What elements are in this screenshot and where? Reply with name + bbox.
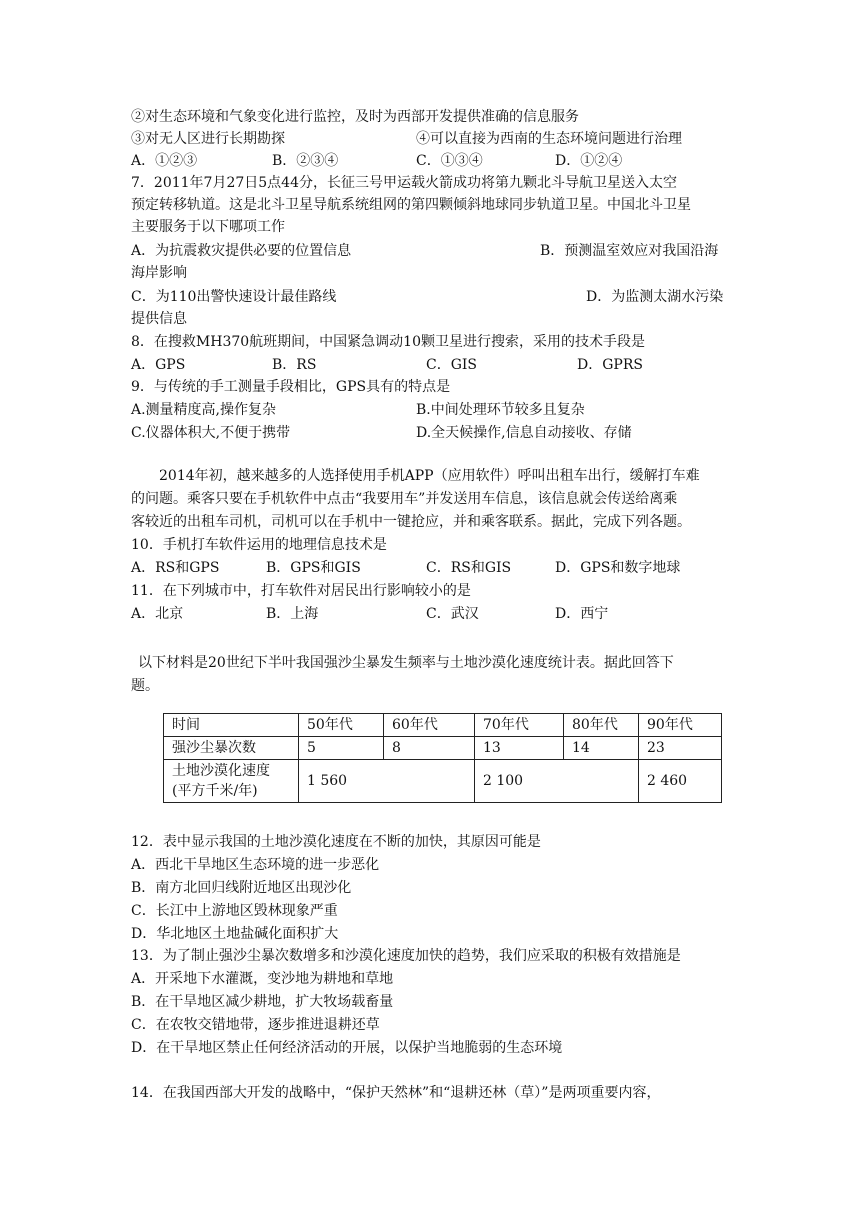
q13-option-a: A．开采地下水灌溉，变沙地为耕地和草地 bbox=[131, 971, 394, 987]
q9-option-c: C.仪器体积大,不便于携带 bbox=[131, 425, 291, 441]
passage-2-line-1: 以下材料是20世纪下半叶我国强沙尘暴发生频率与土地沙漠化速度统计表。据此回答下 bbox=[138, 655, 674, 671]
table-cell: 强沙尘暴次数 bbox=[164, 737, 299, 760]
option-line-4: ④可以直接为西南的生态环境问题进行治理 bbox=[416, 131, 682, 147]
q11-option-a: A．北京 bbox=[131, 606, 184, 622]
sandstorm-statistics-table bbox=[163, 713, 722, 803]
row-label-line: (平方千米/年) bbox=[172, 783, 258, 799]
table-cell: 2 460 bbox=[639, 760, 722, 803]
q8-stem: 8．在搜救MH370航班期间，中国紧急调动10颗卫星进行搜索，采用的技术手段是 bbox=[131, 334, 645, 350]
q6-option-c: C．①③④ bbox=[416, 153, 483, 169]
q8-option-c: C．GIS bbox=[426, 357, 478, 373]
q11-option-b: B．上海 bbox=[266, 606, 319, 622]
q7-option-a: A．为抗震救灾提供必要的位置信息 bbox=[131, 243, 352, 259]
table-cell: 60年代 bbox=[384, 714, 475, 737]
table-cell: 80年代 bbox=[564, 714, 639, 737]
q11-stem: 11．在下列城市中，打车软件对居民出行影响较小的是 bbox=[131, 583, 471, 599]
q10-option-c: C．RS和GIS bbox=[426, 560, 512, 576]
q12-option-a: A．西北干旱地区生态环境的进一步恶化 bbox=[131, 857, 380, 873]
q12-option-b: B．南方北回归线附近地区出现沙化 bbox=[131, 880, 352, 896]
q13-option-b: B．在干旱地区减少耕地，扩大牧场载畜量 bbox=[131, 994, 394, 1010]
table-cell: 14 bbox=[564, 737, 639, 760]
option-line-2: ②对生态环境和气象变化进行监控，及时为西部开发提供准确的信息服务 bbox=[131, 109, 579, 125]
q6-option-d: D．①②④ bbox=[555, 153, 623, 169]
q8-option-a: A．GPS bbox=[131, 357, 186, 373]
q7-option-d-cont: 提供信息 bbox=[131, 311, 187, 327]
q7-stem-3: 主要服务于以下哪项工作 bbox=[131, 219, 285, 235]
q6-option-b: B．②③④ bbox=[272, 153, 339, 169]
q8-option-b: B．RS bbox=[272, 357, 317, 373]
table-cell: 5 bbox=[299, 737, 384, 760]
q9-option-d: D.全天候操作,信息自动接收、存储 bbox=[416, 425, 632, 441]
q7-stem-1: 7．2011年7月27日5点44分，长征三号甲运载火箭成功将第九颗北斗导航卫星送入太空 bbox=[131, 175, 677, 191]
q13-stem: 13．为了制止强沙尘暴次数增多和沙漠化速度加快的趋势，我们应采取的积极有效措施是 bbox=[131, 948, 681, 964]
table-header-row bbox=[164, 714, 722, 737]
passage-1-line-3: 客较近的出租车司机，司机可以在手机中一键抢应，并和乘客联系。据此，完成下列各题。 bbox=[131, 514, 691, 530]
table-cell: 2 100 bbox=[475, 760, 639, 803]
passage-1-line-2: 的问题。乘客只要在手机软件中点击“我要用车”并发送用车信息，该信息就会传送给离乘 bbox=[131, 491, 678, 507]
q13-option-c: C．在农牧交错地带，逐步推进退耕还草 bbox=[131, 1017, 380, 1033]
table-cell: 50年代 bbox=[299, 714, 384, 737]
q12-option-d: D．华北地区土地盐碱化面积扩大 bbox=[131, 926, 339, 942]
q9-stem: 9．与传统的手工测量手段相比，GPS具有的特点是 bbox=[131, 379, 451, 395]
q10-option-b: B．GPS和GIS bbox=[266, 560, 361, 576]
q11-option-c: C．武汉 bbox=[426, 606, 479, 622]
q7-option-c: C．为110出警快速设计最佳路线 bbox=[131, 289, 337, 305]
table-cell: 23 bbox=[639, 737, 722, 760]
q12-option-c: C．长江中上游地区毁林现象严重 bbox=[131, 903, 338, 919]
table-row bbox=[164, 760, 722, 803]
option-line-3: ③对无人区进行长期勘探 bbox=[131, 131, 285, 147]
q8-option-d: D．GPRS bbox=[577, 357, 643, 373]
table-cell: 8 bbox=[384, 737, 475, 760]
table-cell: 时间 bbox=[164, 714, 299, 737]
q7-option-d: D．为监测太湖水污染 bbox=[586, 289, 724, 305]
table-cell: 70年代 bbox=[475, 714, 564, 737]
table-row bbox=[164, 737, 722, 760]
q11-option-d: D．西宁 bbox=[555, 606, 609, 622]
q9-option-a: A.测量精度高,操作复杂 bbox=[131, 402, 277, 418]
q13-option-d: D．在干旱地区禁止任何经济活动的开展，以保护当地脆弱的生态环境 bbox=[131, 1040, 563, 1056]
q7-stem-2: 预定转移轨道。这是北斗卫星导航系统组网的第四颗倾斜地球同步轨道卫星。中国北斗卫星 bbox=[131, 197, 691, 213]
q7-option-b-cont: 海岸影响 bbox=[131, 265, 187, 281]
table-cell: 90年代 bbox=[639, 714, 722, 737]
q9-option-b: B.中间处理环节较多且复杂 bbox=[416, 402, 585, 418]
q10-option-a: A．RS和GPS bbox=[131, 560, 220, 576]
q6-option-a: A．①②③ bbox=[131, 153, 198, 169]
q7-option-b: B．预测温室效应对我国沿海 bbox=[540, 243, 719, 259]
table-cell bbox=[164, 760, 299, 803]
q10-stem: 10．手机打车软件运用的地理信息技术是 bbox=[131, 537, 387, 553]
table-cell: 13 bbox=[475, 737, 564, 760]
q12-stem: 12．表中显示我国的土地沙漠化速度在不断的加快，其原因可能是 bbox=[131, 834, 541, 850]
passage-1-line-1: 2014年初，越来越多的人选择使用手机APP（应用软件）呼叫出租车出行，缓解打车难 bbox=[159, 468, 700, 484]
table-cell: 1 560 bbox=[299, 760, 475, 803]
q14-stem: 14．在我国西部大开发的战略中，“保护天然林”和“退耕还林（草）”是两项重要内容， bbox=[131, 1085, 661, 1101]
passage-2-line-2: 题。 bbox=[131, 678, 159, 694]
q10-option-d: D．GPS和数字地球 bbox=[555, 560, 681, 576]
row-label-line: 土地沙漠化速度 bbox=[172, 763, 270, 779]
